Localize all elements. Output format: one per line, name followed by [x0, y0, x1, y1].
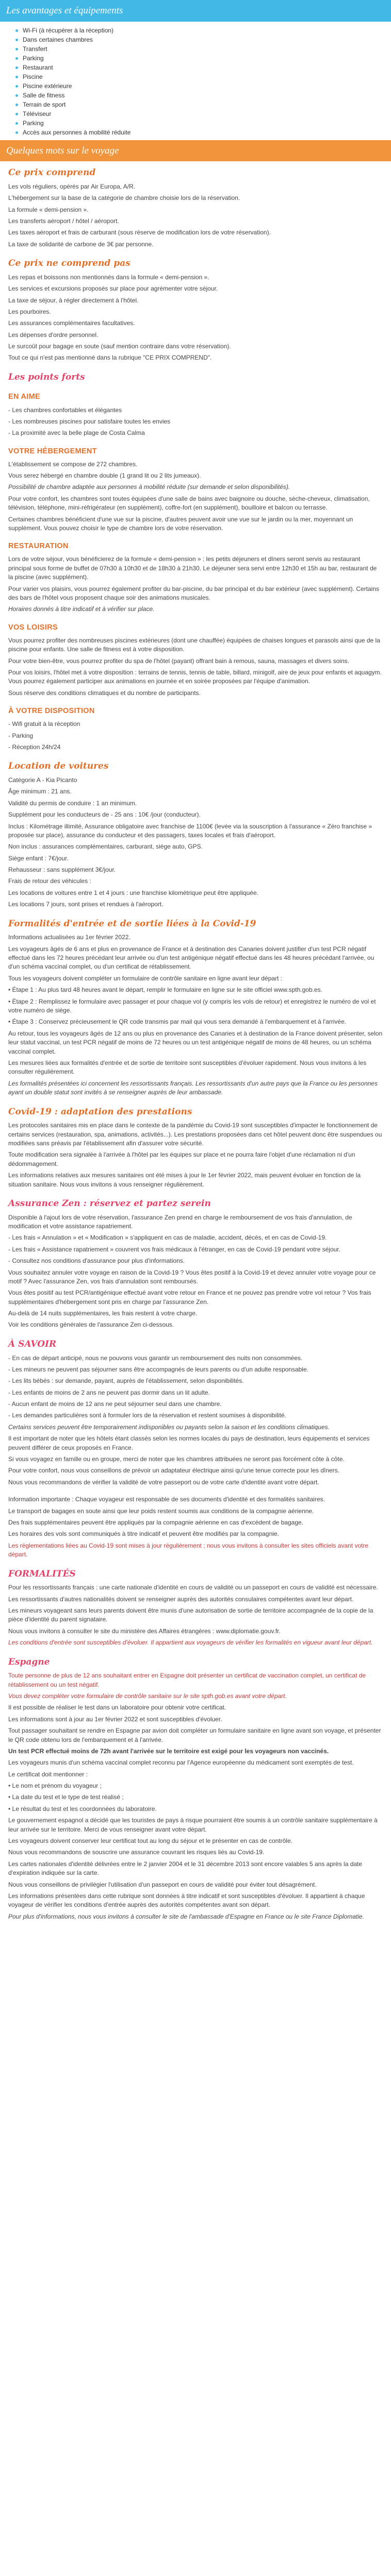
section-paragraph: Les locations 7 jours, sont prises et rendues à l'aéroport. [8, 901, 164, 908]
section-paragraph: Les dépenses d'ordre personnel. [8, 331, 99, 338]
section-paragraph: Certains services peuvent être temporairement indisponibles ou payants selon la saison et les conditions climatiques. [8, 1423, 330, 1431]
section-title: Location de voitures [8, 761, 109, 772]
section-paragraph: Les repas et boissons non mentionnés dans la formule « demi-pension ». [8, 273, 209, 281]
section-paragraph: - Les frais « Annulation » et « Modification » s'appliquent en cas de maladie, accident, décès, et en cas de Covid-19. [8, 1234, 327, 1242]
section-paragraph: Les informations relatives aux mesures sanitaires ont été mises à jour le 1er février 2022, mais peuvent évoluer en fonction de la situation sanitaire. Nous vous invitons à vous renseigner régulièrement. [8, 1172, 361, 1188]
section-accommodation [8, 446, 383, 533]
section-paragraph: Les mineurs voyageant sans leurs parents doivent être munis d'une autorisation de sortie de territoire accompagnée de la copie de la pièce d'identité du parent signataire. [8, 1606, 373, 1623]
section-paragraph: Le gouvernement espagnol a décidé que les touristes de pays à risque pourraient être soumis à un contrôle sanitaire supplémentaire à leur arrivée sur le territoire. Merci de vous renseigner avant votre départ. [8, 1817, 378, 1833]
section-paragraph: Si vous voyagez en famille ou en groupe, merci de noter que les chambres attribuées ne seront pas forcément côte à côte. [8, 1455, 345, 1463]
section-paragraph: - Parking [8, 732, 34, 739]
section-paragraph: Rehausseur : sans supplément 3€/jour. [8, 866, 116, 874]
section-title: Assurance Zen : réservez et partez serein [8, 1198, 211, 1209]
section-title: EN AIME [8, 393, 40, 401]
amenity-item: Piscine extérieure [15, 81, 383, 91]
amenity-item: Terrain de sport [15, 100, 383, 109]
section-paragraph: Âge minimum : 21 ans. [8, 788, 72, 795]
section-paragraph: • Étape 2 : Remplissez le formulaire avec passager et pour chaque vol (y compris les vols de retour) et enregistrez le numéro de vol et votre numéro de siège. [8, 997, 376, 1014]
section-paragraph: Inclus : Kilométrage illimité, Assurance obligatoire avec franchise de 1100€ (levée via la souscription à l'assurance « Zéro franchise » proposée sur place), assurance du conducteur et des passagers, taxes locales et frais d'aéroport. [8, 822, 372, 839]
section-paragraph: Tous les voyageurs doivent compléter un formulaire de contrôle sanitaire en ligne avant leur départ : [8, 974, 282, 982]
section-paragraph: - Les mineurs ne peuvent pas séjourner sans être accompagnés de leurs parents ou d'un adulte responsable. [8, 1365, 308, 1373]
section-on-site [8, 392, 383, 437]
section-paragraph: Pour varier vos plaisirs, vous pourrez également profiter du bar-piscine, du bar principal et du bar extérieur (avec supplément). Certains des bars de l'hôtel vous proposent chaque soir des animations musicales. [8, 585, 380, 601]
section-paragraph: Pour votre confort, les chambres sont toutes équipées d'une salle de bains avec baignoire ou douche, sèche-cheveux, climatisation, télévision, téléphone, mini-réfrigérateur (en supplément), coffre-fort (en supplément), bouilloire et balcon ou terrasse. [8, 495, 370, 512]
section-paragraph: Les informations sont à jour au 1er février 2022 et sont susceptibles d'évoluer. [8, 1715, 222, 1723]
section-paragraph: La taxe de séjour, à régler directement à l'hôtel. [8, 296, 139, 304]
amenities-list [0, 22, 391, 140]
section-paragraph: - Consultez nos conditions d'assurance pour plus d'informations. [8, 1257, 185, 1265]
section-paragraph: • Le nom et prénom du voyageur ; [8, 1782, 102, 1790]
section-title: Formalités d'entrée et de sortie liées à la Covid-19 [8, 918, 256, 929]
section-insurance [8, 1197, 383, 1330]
section-paragraph: Voir les conditions générales de l'assurance Zen ci-dessous. [8, 1321, 174, 1329]
section-paragraph: Tout passager souhaitant se rendre en Espagne par avion doit compléter un formulaire sanitaire en ligne avant son voyage, et présenter le QR code obtenu lors de l'embarquement et à l'arrivée. [8, 1727, 381, 1743]
section-paragraph: Pour votre bien-être, vous pourrez profiter du spa de l'hôtel (payant) offrant bain à remous, sauna, massages et divers soins. [8, 657, 350, 665]
section-paragraph: - Réception 24h/24 [8, 743, 61, 751]
section-paragraph: Vous pourrez profiter des nombreuses piscines extérieures (dont une chauffée) équipées de chaises longues et parasols ainsi que de la piscine pour enfants. Une salle de fitness est à votre disposition. [8, 636, 380, 653]
section-paragraph: Les services et excursions proposés sur place pour agrémenter votre séjour. [8, 285, 218, 293]
section-paragraph: Pour les ressortissants français : une carte nationale d'identité en cours de validité ou un passeport en cours de validité est nécessaire. [8, 1584, 378, 1591]
section-paragraph: Vous devez compléter votre formulaire de contrôle sanitaire sur le site spth.gob.es avant votre départ. [8, 1692, 287, 1700]
section-paragraph: Catégorie A - Kia Picanto [8, 776, 77, 784]
section-paragraph: - Les lits bébés : sur demande, payant, auprès de l'établissement, selon disponibilités. [8, 1377, 244, 1385]
section-restauration [8, 541, 383, 614]
section-paragraph: Tout ce qui n'est pas mentionné dans la rubrique "CE PRIX COMPREND". [8, 354, 212, 362]
section-paragraph: Les horaires des vols sont communiqués à titre indicatif et peuvent être modifiés par la compagnie. [8, 1530, 279, 1538]
section-leisure [8, 622, 383, 698]
section-paragraph: Lors de votre séjour, vous bénéficierez de la formule « demi-pension » : les petits déjeuners et dîners seront servis au restaurant principal sous forme de buffet de 07h30 à 10h30 et de 18h30 à 21h30. Le déjeuner sera servi entre 12h30 et 15h au bar, restaurant de la piscine (avec supplément). [8, 555, 377, 581]
amenity-item: Accès aux personnes à mobilité réduite [15, 128, 383, 137]
section-paragraph: Certaines chambres bénéficient d'une vue sur la piscine, d'autres peuvent avoir une vue sur le jardin ou la mer, moyennant un supplément. Vous pouvez choisir le type de chambre lors de votre réservation. [8, 515, 353, 532]
section-title: À SAVOIR [8, 1338, 57, 1349]
section-paragraph: Frais de retour des véhicules : [8, 877, 91, 885]
section-paragraph: - Les chambres confortables et élégantes [8, 406, 122, 414]
section-title: Ce prix comprend [8, 167, 96, 178]
section-title: Espagne [8, 1656, 50, 1667]
section-title: VOS LOISIRS [8, 623, 58, 632]
section-paragraph: Les cartes nationales d'identité délivrées entre le 2 janvier 2004 et le 31 décembre 2013 sont encore valables 5 ans après la date d'expiration indiquée sur la carte. [8, 1860, 363, 1877]
section-paragraph: Les conditions d'entrée sont susceptibles d'évoluer. Il appartient aux voyageurs de vérifier les formalités en vigueur avant leur départ. [8, 1639, 373, 1647]
section-paragraph: Les voyageurs âgés de 6 ans et plus en provenance de France et à destination des Canaries doivent justifier d'un test PCR négatif effectué dans les 72 heures précédant leur arrivée ou d'un test antigénique négatif effectué dans les 48 heures précédant l'arrivée, ou d'un schéma vaccinal complet, ou d'un certificat de rétablissement. [8, 945, 374, 971]
section-paragraph: Pour votre confort, nous vous conseillons de prévoir un adaptateur électrique ainsi qu'une tenue correcte pour les dîners. [8, 1467, 340, 1475]
amenity-item: Piscine [15, 72, 383, 81]
section-paragraph: Toute personne de plus de 12 ans souhaitant entrer en Espagne doit présenter un certificat de vaccination complet, un certificat de rétablissement ou un test négatif. [8, 1672, 366, 1688]
section-paragraph: • Le résultat du test et les coordonnées du laboratoire. [8, 1805, 157, 1812]
section-strong-points [8, 371, 383, 384]
section-title: VOTRE HÉBERGEMENT [8, 447, 97, 455]
section-paragraph: Les informations présentées dans cette rubrique sont données à titre indicatif et sont susceptibles d'évoluer. Il appartient à chaque voyageur de vérifier les conditions d'entrée auprès des autorités compétentes avant son départ. [8, 1892, 365, 1909]
section-covid-adapt [8, 1106, 383, 1189]
section-paragraph: Les ressortissants d'autres nationalités doivent se renseigner auprès des autorités consulaires compétentes avant leur départ. [8, 1595, 354, 1603]
section-paragraph: - Les frais « Assistance rapatriement » couvrent vos frais médicaux à l'étranger, en cas de Covid-19 pendant votre séjour. [8, 1245, 340, 1253]
section-paragraph: - Les demandes particulières sont à formuler lors de la réservation et restent soumises à disponibilité. [8, 1412, 286, 1419]
section-paragraph: Les pourboires. [8, 308, 51, 315]
useful-info-banner: Quelques mots sur le voyage [0, 140, 391, 162]
section-paragraph: Les assurances complémentaires facultatives. [8, 319, 135, 327]
section-paragraph: Des frais supplémentaires peuvent être appliqués par la compagnie aérienne en cas d'excédent de bagage. [8, 1518, 303, 1526]
section-paragraph: Siège enfant : 7€/jour. [8, 854, 69, 862]
section-know [8, 1338, 383, 1487]
section-paragraph: Les mesures liées aux formalités d'entrée et de sortie de territoire sont susceptibles d'évoluer rapidement. Nous vous invitons à les consulter régulièrement. [8, 1059, 367, 1076]
amenity-item: Restaurant [15, 63, 383, 72]
section-paragraph: Un test PCR effectué moins de 72h avant l'arrivée sur le territoire est exigé pour les voyageurs non vaccinés. [8, 1747, 329, 1755]
section-espagne [8, 1656, 383, 1922]
section-paragraph: Toute modification sera signalée à l'arrivée à l'hôtel par les équipes sur place et ne pourra faire l'objet d'une réclamation ni d'un dédommagement. [8, 1151, 355, 1167]
section-paragraph: Le certificat doit mentionner : [8, 1770, 88, 1778]
section-paragraph: Les vols réguliers, opérés par Air Europa, A/R. [8, 182, 136, 190]
section-paragraph: Validité du permis de conduire : 1 an minimum. [8, 799, 137, 807]
section-paragraph: Les réglementations liées au Covid-19 sont mises à jour régulièrement ; nous vous invitons à consulter les sites officiels avant votre départ. [8, 1541, 369, 1558]
section-title: RESTAURATION [8, 542, 69, 551]
section-paragraph: • La date du test et le type de test réalisé ; [8, 1793, 124, 1801]
section-paragraph: - Les nombreuses piscines pour satisfaire toutes les envies [8, 417, 171, 425]
section-paragraph: Les transferts aéroport / hôtel / aéroport. [8, 217, 119, 225]
section-paragraph: Il est possible de réaliser le test dans un laboratoire pour obtenir votre certificat. [8, 1704, 226, 1711]
amenity-item: Wi-Fi (à récupérer à la réception) [15, 26, 383, 35]
section-paragraph: La taxe de solidarité de carbone de 3€ par personne. [8, 240, 154, 248]
section-paragraph: - Aucun enfant de moins de 12 ans ne peut séjourner seul dans une chambre. [8, 1400, 222, 1408]
section-paragraph: Nous vous conseillons de privilégier l'utilisation d'un passeport en cours de validité pour éviter tout désagrément. [8, 1880, 317, 1888]
amenity-item: Salle de fitness [15, 91, 383, 100]
section-title: Les points forts [8, 371, 85, 382]
amenities-banner: Les avantages et équipements [0, 0, 391, 22]
section-title: Ce prix ne comprend pas [8, 258, 131, 269]
section-paragraph: Vous serez hébergé en chambre double (1 grand lit ou 2 lits jumeaux). [8, 472, 201, 480]
section-paragraph: - En cas de départ anticipé, nous ne pouvons vous garantir un remboursement des nuits non consommées. [8, 1354, 303, 1362]
section-paragraph: Les taxes aéroport et frais de carburant (sous réserve de modification lors de votre réservation). [8, 229, 271, 236]
section-paragraph: Les voyageurs doivent conserver leur certificat tout au long du séjour et le présenter en cas de contrôle. [8, 1837, 292, 1845]
section-paragraph: - La proximité avec la belle plage de Costa Calma [8, 429, 145, 437]
section-paragraph: Pour plus d'informations, nous vous invitons à consulter le site de l'ambassade d'Espagne en France ou le site France Diplomatie. [8, 1912, 364, 1920]
section-paragraph: Informations actualisées au 1er février 2022. [8, 934, 131, 941]
section-paragraph: Sous réserve des conditions climatiques et du nombre de participants. [8, 689, 201, 697]
section-paragraph: Nous vous recommandons de vérifier la validité de votre passeport ou de votre carte d'identité avant votre départ. [8, 1478, 319, 1486]
section-paragraph: • Étape 1 : Au plus tard 48 heures avant le départ, remplir le formulaire en ligne sur le site officiel www.spth.gob.es. [8, 986, 322, 994]
section-paragraph: Non inclus : assurances complémentaires, carburant, siège auto, GPS. [8, 843, 203, 851]
section-paragraph: Les protocoles sanitaires mis en place dans le contexte de la pandémie du Covid-19 sont susceptibles d'impacter le fonctionnement de certains services (restauration, spa, animations, activités...). Les prestations proposées dans cet hôtel peuvent donc être suspendues ou modifiées sans préavis par l'établissement afin d'assurer votre sécurité. [8, 1122, 382, 1147]
amenity-item: Téléviseur [15, 109, 383, 118]
section-paragraph: Les locations de voitures entre 1 et 4 jours : une franchise kilométrique peut être appliquée. [8, 889, 258, 896]
section-title: Covid-19 : adaptation des prestations [8, 1106, 192, 1117]
section-paragraph: • Étape 3 : Conservez précieusement le QR code transmis par mail qui vous sera demandé à l'embarquement et à l'arrivée. [8, 1018, 347, 1026]
section-paragraph: Disponible à l'ajout lors de votre réservation, l'assurance Zen prend en charge le remboursement de vos frais d'annulation, de modification et votre assistance rapatriement. [8, 1213, 352, 1230]
section-paragraph: Le transport de bagages en soute ainsi que leur poids restent soumis aux conditions de la compagnie aérienne. [8, 1507, 314, 1515]
section-paragraph: Au-delà de 14 nuits supplémentaires, les frais restent à votre charge. [8, 1310, 198, 1317]
trip-content [0, 161, 391, 1942]
section-paragraph: Horaires donnés à titre indicatif et à vérifier sur place. [8, 605, 155, 613]
section-paragraph: Les voyageurs munis d'un schéma vaccinal complet reconnu par l'Agence européenne du médicament sont exemptés de test. [8, 1759, 354, 1767]
section-paragraph: L'hébergement sur la base de la catégorie de chambre choisie lors de la réservation. [8, 194, 240, 202]
amenity-item: Parking [15, 118, 383, 128]
amenity-item: Parking [15, 54, 383, 63]
section-paragraph: - Les enfants de moins de 2 ans ne peuvent pas dormir dans un lit adulte. [8, 1388, 210, 1396]
section-formalites [8, 1568, 383, 1648]
section-paragraph: L'établissement se compose de 272 chambres. [8, 460, 138, 468]
section-title: À VOTRE DISPOSITION [8, 707, 95, 716]
amenity-item: Transfert [15, 44, 383, 54]
section-formalities [8, 918, 383, 1097]
section-paragraph: Il est important de noter que les hôtels étant classés selon les normes locales du pays de destination, leurs équipements et services peuvent différer de ceux proposés en France. [8, 1435, 370, 1451]
section-frag [8, 1495, 383, 1559]
section-paragraph: - Wifi gratuit à la réception [8, 720, 80, 728]
section-price-includes [8, 166, 383, 249]
section-paragraph: Pour vos loisirs, l'hôtel met à votre disposition : terrains de tennis, tennis de table, billard, minigolf, aire de jeux pour enfants et aquagym. Vous pourrez également participer aux animations en journée et en soirée proposées par l'équipe d'animation. [8, 668, 382, 685]
section-paragraph: Vous êtes positif au test PCR/antigénique effectué avant votre retour en France et ne pouvez pas prendre votre vol retour ? Vos frais supplémentaires d'hébergement sont pris en charge par l'assurance Zen. [8, 1289, 371, 1306]
section-paragraph: Au retour, tous les voyageurs âgés de 12 ans ou plus en provenance des Canaries et à destination de la France doivent présenter, selon leur statut vaccinal, un test PCR négatif de moins de 72 heures ou un test antigénique négatif de moins de 48 heures, ou un schéma vaccinal complet. [8, 1029, 383, 1055]
section-title: FORMALITÉS [8, 1568, 76, 1579]
section-paragraph: La formule « demi-pension ». [8, 206, 89, 213]
section-car-rental [8, 760, 383, 909]
section-paragraph: Supplément pour les conducteurs de - 25 ans : 10€ /jour (conducteur). [8, 811, 201, 819]
section-paragraph: Possibilité de chambre adaptée aux personnes à mobilité réduite (sur demande et selon disponibilités). [8, 483, 290, 491]
section-price-excludes [8, 257, 383, 363]
section-paragraph: Nous vous invitons à consulter le site du ministère des Affaires étrangères : www.diplomatie.gouv.fr. [8, 1627, 281, 1635]
section-paragraph: Information importante : Chaque voyageur est responsable de ses documents d'identité et des formalités sanitaires. [8, 1496, 325, 1503]
section-paragraph: Vous souhaitez annuler votre voyage en raison de la Covid-19 ? Vous êtes positif à la Covid-19 et devez annuler votre voyage pour ce motif ? Avec l'assurance Zen, vos frais d'annulation sont remboursés. [8, 1268, 376, 1285]
section-paragraph: Le surcoût pour bagage en soute (sauf mention contraire dans votre réservation). [8, 343, 231, 350]
section-paragraph: Les formalités présentées ici concernent les ressortissants français. Les ressortissants d'un autre pays que la France ou les personnes ayant un double statut sont invités à se renseigner auprès de leur ambassade. [8, 1079, 378, 1096]
section-paragraph: Nous vous recommandons de souscrire une assurance couvrant les risques liés au Covid-19. [8, 1849, 265, 1856]
section-disposal [8, 706, 383, 752]
amenity-item: Dans certaines chambres [15, 35, 383, 44]
